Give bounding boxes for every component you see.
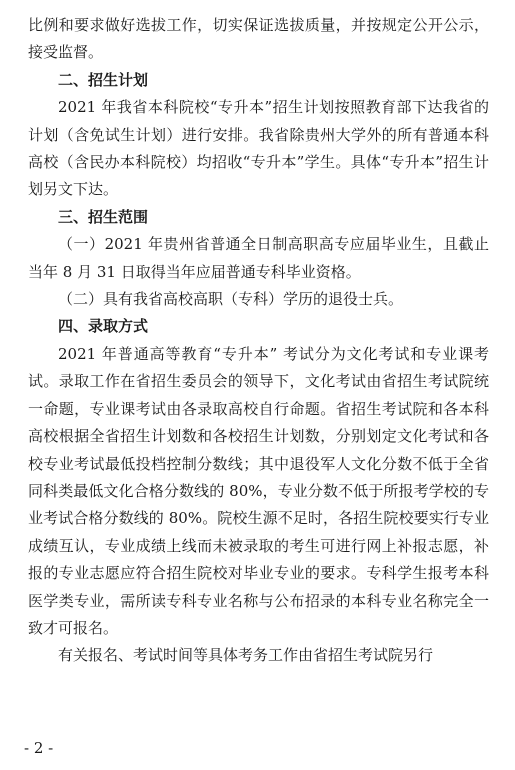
section-heading-admission-method: 四、录取方式 [58,317,149,336]
page-number: - 2 - [24,739,54,757]
paragraph-continued: 比例和要求做好选拔工作，切实保证选拔质量，并按规定公开公示，接受监督。 [28,16,489,62]
paragraph-admission-method: 2021 年普通高等教育“专升本” 考试分为文化考试和专业课考试。录取工作在省招生委员会的领导下，文化考试由省招生考试院统一命题，专业课考试由各录取高校自行命题。省招生考试院和各本科高校根据全省招生计划数和各校招生计划数，分别划定文化考试和各校专业考试最低投档控制分数线；其中退役军人文化分数不低于全省同科类最低文化合格分数线的 80%，专业分数不低于所报考学校的专业考试合格分数线的 80%。院校生源不足时，各招生院校要实行专业成绩互认，专业成绩上线而未被录取的考生可进行网上补报志愿，补报的专业志愿应符合招生院校对毕业专业的要求。专科学生报考本科医学类专业，需所读专科专业名称与公布招录的本科专业名称完全一致才可报名。 [28,344,489,637]
document-body [28,12,489,670]
paragraph-scope-item-1: （一）2021 年贵州省普通全日制高职高专应届毕业生，且截止当年 8 月 31 日取得当年应届普通专科毕业资格。 [28,235,489,281]
paragraph-scope-item-2: （二）具有我省高校高职（专科）学历的退役士兵。 [58,290,404,309]
section-heading-enrollment-plan: 二、招生计划 [58,70,149,89]
paragraph-exam-affairs: 有关报名、考试时间等具体考务工作由省招生考试院另行 [58,646,434,665]
section-heading-enrollment-scope: 三、招生范围 [58,207,149,226]
paragraph-enrollment-plan: 2021 年我省本科院校“专升本”招生计划按照教育部下达我省的计划（含免试生计划）进行安排。我省除贵州大学外的所有普通本科高校（含民办本科院校）均招收“专升本”学生。具体“专升本”招生计划另文下达。 [28,98,489,199]
